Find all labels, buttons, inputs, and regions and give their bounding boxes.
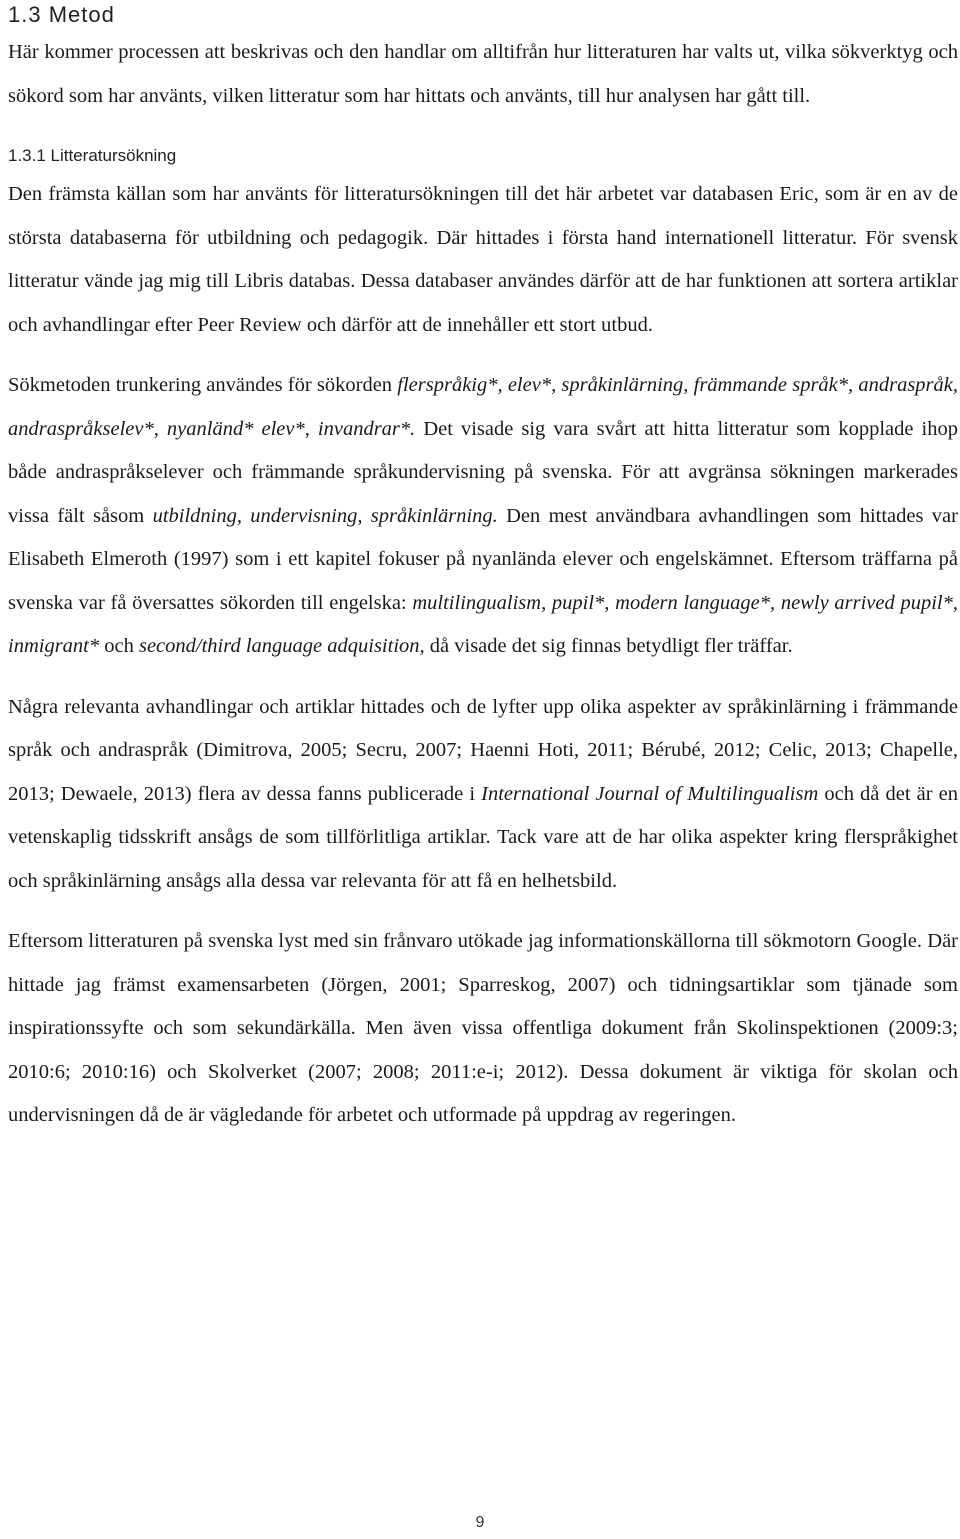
text-segment: Den mest användbara avhandlingen som hittades var Elisabeth Elmeroth (1997) som i ett kapitel fokuser på nyanlända elever och engelskämnet. Eftersom träffarna på svenska var få översattes sökorden till engelska: [8,504,958,614]
search-terms-swedish: flerspråkig*, elev*, språkinlärning, främmande språk*, andraspråk, andraspråkselev*, nyanländ* elev*, invandrar*. [8,374,959,440]
document-page [8,0,958,1138]
page-number: 9 [475,1514,485,1531]
text-segment: och då det är en vetenskaplig tidsskrift ansågs de som tillförlitliga artiklar. Tack vare att de har olika aspekter kring flerspråkighet och språkinlärning ansågs alla dessa var relevanta för att få en helhetsbild. [8,782,958,892]
paragraph-search-method [8,364,958,669]
text-segment: Sökmetoden trunkering användes för sökorden [8,374,398,396]
paragraph-databases: Den främsta källan som har använts för litteratursökningen till det här arbetet var databasen Eric, som är en av de största databaserna för utbildning och pedagogik. Där hittades i första hand internationell litteratur. För svensk litteratur vände jag mig till Libris databas. Dessa databaser användes därför att de har funktionen att sortera artiklar och avhandlingar efter Peer Review och därför att de innehåller ett stort utbud. [8,183,958,336]
text-segment: och [99,635,139,657]
text-segment: då visade det sig finnas betydligt fler träffar. [424,635,793,657]
text-segment: Några relevanta avhandlingar och artiklar hittades och de lyfter upp olika aspekter av språkinlärning i främmande språk och andraspråk (Dimitrova, 2005; Secru, 2007; Haenni Hoti, 2011; Bérubé, 2012; Celic, 2013; Chapelle, 2013; Dewaele, 2013) flera av dessa fanns publicerade i [8,695,958,805]
paragraph-google-sources: Eftersom litteraturen på svenska lyst med sin frånvaro utökade jag informationskällorna till sökmotorn Google. Där hittade jag främst examensarbeten (Jörgen, 2001; Sparreskog, 2007) och tidningsartiklar som tjänade som inspirationssyfte och som sekundärkälla. Men även vissa offentliga dokument från Skolinspektionen (2009:3; 2010:6; 2010:16) och Skolverket (2007; 2008; 2011:e-i; 2012). Dessa dokument är viktiga för skolan och undervisningen då de är vägledande för arbetet och utformade på uppdrag av regeringen. [8,930,958,1126]
search-terms-english: multilingualism, pupil*, modern language*, newly arrived pupil*, inmigrant* [8,591,958,657]
paragraph-relevant-theses [8,686,958,904]
subsection-heading: 1.3.1 Litteratursökning [8,146,177,165]
search-term-acquisition: second/third language adquisition, [138,635,425,657]
journal-title: International Journal of Multilingualism [481,782,819,805]
text-segment: Det visade sig vara svårt att hitta litteratur som kopplade ihop både andraspråkselever och främmande språkundervisning på svenska. För att avgränsa sökningen markerades vissa fält såsom [8,417,958,527]
section-intro-paragraph: Här kommer processen att beskrivas och den handlar om alltifrån hur litteraturen har valts ut, vilka sökverktyg och sökord som har använts, vilken litteratur som har hittats och använts, till hur analysen har gått till. [8,41,958,107]
section-heading: 1.3 Metod [8,2,115,27]
filter-fields: utbildning, undervisning, språkinlärning. [152,504,498,527]
